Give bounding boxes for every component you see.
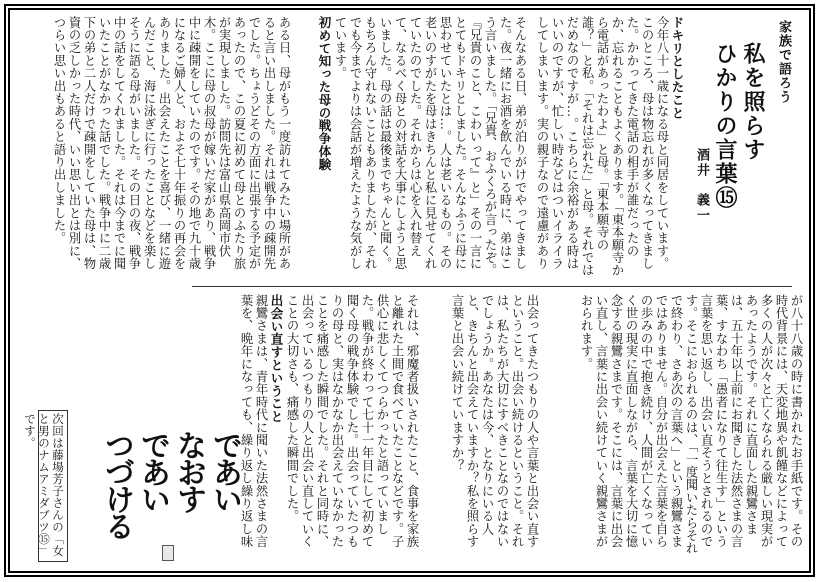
paragraph-war-memory: それは、邪魔者扱いされたこと、食事を家族と離れた土間で食べていたことなどです。子供心に悲しくてつらかったと語っていました。戦争が終わって七十一年目にして初めて聞く母の戦争体験でした。出会っていたつもりの母と、実はなかなか出会えていなかったことを痛感した瞬間でした。それと同時に、出会っているつもりの人と出会い直していくことの大切さも、痛感した瞬間でした。 bbox=[285, 294, 419, 548]
seal-stamp-icon bbox=[162, 545, 174, 561]
calligraphy-line-4: つづける bbox=[99, 430, 134, 538]
title-block bbox=[691, 12, 807, 274]
article-title-line2: ひかりの言葉⑮ bbox=[712, 42, 738, 210]
paragraph-shinran-letter: が八十八歳の時に書かれたお手紙です。その時代背景には、天変地異や飢饉などによって多くの人が次々と亡くなられる厳しい現実があったようです。それに直面した親鸞さまは、五十年以上前にお聞きした法然さまの言葉、すなわち「愚者になりて往生す」という言葉を思い返し、出会い直そうとされるのです。そこにおられるのは、「一度聞いたらそれで終わり、さあ次の言葉へ」という親鸞さまではありません。自分が出会えた言葉を自らの歩みの中で抱き続け、人間が亡くなっていく世の現実に直面しながら、言葉を大切に憶念する親鸞さまです。そこには、言葉に出会い直し、言葉に出会い続けていく親鸞さまがおられます。 bbox=[579, 294, 803, 555]
section-heading-deai: 出会い直すということ bbox=[269, 294, 284, 423]
series-label: 家族で語ろう bbox=[776, 20, 791, 104]
top-middle-text-block bbox=[299, 16, 527, 278]
paragraph-shinran: 親鸞さまは、青年時代に聞いた法然さまの言葉を、晩年になっても、繰り返し繰り返し味 bbox=[239, 294, 268, 548]
section-heading-war: 初めて知った母の戦争体験 bbox=[317, 16, 332, 171]
calligraphy-line-2: なおす bbox=[171, 430, 206, 511]
paragraph-opening: 今年八十一歳になる母と同居をしています。このところ、母は物忘れが多くなってきました。かかってきた電話の相手が誰だったのか、忘れることもよくあります。「東本願寺から電話があったわよ」と母。「東本願寺の誰？」と私。「それは忘れた」と母。それではだめなのですが…。こちらに余裕がある時はいいのですが、忙しい時などはついイライラしてしまいます。実の親子なので遠慮があり bbox=[535, 16, 669, 277]
section-heading-doki: ドキリとしたこと bbox=[670, 16, 685, 120]
article bbox=[12, 12, 807, 569]
bottom-middle-text-block bbox=[427, 294, 539, 556]
paragraph-brother: そんなある日、弟が泊りがけでやってきました。夜一緒にお酒を飲んでいる時に、弟はこう言いました。「兄貴、おふくろが言ったぞ。『兄貴のこと、こわいって』と」その一言にとてもドキリとしました。そんなふうに母に思わせていたとは…。人は老いるもの。その老いのすがたを母はきちんと私に見せてくれていたのでした。それからは心を入れ替えて、なるべく母との対話を大事にしようと思いました。母の話は最後までちゃんと聞く。もちろん守れないこともありましたが、それでも今までよりは会話が増えたような気がしています。 bbox=[333, 16, 527, 277]
top-left-text-block bbox=[16, 16, 291, 278]
next-issue-note: 次回は藤場芳子さんの「女と男のナムアミダブツ⑮」です。 bbox=[38, 410, 68, 562]
top-right-text-block bbox=[535, 16, 685, 278]
tier-divider bbox=[192, 286, 792, 287]
author-name: 酒井 義一 bbox=[694, 148, 709, 223]
calligraphy-line-1: であい bbox=[207, 430, 242, 511]
paragraph-conclusion: 出会ってきたつもりの人や言葉と出会い直すということ。出会い続けるということ。それは、私たちが大切にすべきことなのではないでしょうか。あなたは今、となりにいる人と、きちんと出会えていますか？私を照らす言葉と出会い続けていますか？ bbox=[450, 294, 539, 548]
article-title-line1: 私を照らす bbox=[740, 42, 766, 162]
calligraphy-art bbox=[98, 430, 242, 560]
bottom-left-text-block bbox=[239, 294, 419, 556]
paragraph-trip: ある日、母がもう一度訪れてみたい場所があると言い出しました。それは戦争中の疎開先でした。ちょうどその方面に出張する予定があったので、この夏に初めて母とのふたり旅が実現しました。訪問先は富山県高岡市伏木。ここに母の叔母が嫁いだ家があり、戦争中に疎開をしていたのです。その地で九十歳になるご婦人と、およそ七十年振りの再会をありました。出会えたことを喜び、一緒に遊んだこと、海に泳ぎに行ったことなどを楽しそうに語る母がいました。その日の夜、戦争中の話をしてくれました。それは今までに聞いたことがなかった話でした。戦争中に二歳下の弟と二人だけで疎開をしていた母は、物資の乏しかった時代、いい思い出とは別に、つらい思い出もあると語り出しました。 bbox=[52, 16, 291, 270]
calligraphy-line-3: であい bbox=[135, 430, 170, 511]
bottom-right-text-block bbox=[548, 294, 803, 556]
